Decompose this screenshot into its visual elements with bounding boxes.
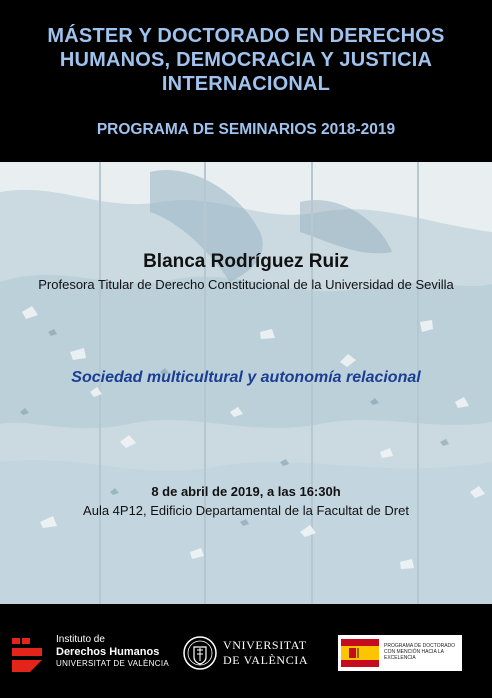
poster-body — [0, 162, 492, 604]
talk-title: Sociedad multicultural y autonomía relacional — [71, 369, 421, 386]
program-title-line-3: INTERNACIONAL — [161, 73, 331, 95]
idh-line-2: Derechos Humanos — [56, 646, 160, 658]
event-venue: Aula 4P12, Edificio Departamental de la Facultat de Dret — [83, 503, 409, 518]
program-title-line-1: MÁSTER Y DOCTORADO EN DERECHOS — [47, 25, 445, 47]
university-name — [223, 638, 308, 668]
university-name-line-1: VNIVERSITAT — [223, 638, 307, 652]
poster-header — [0, 0, 492, 162]
idh-logo-text — [56, 634, 169, 670]
idh-red-mark-icon — [12, 636, 52, 672]
program-title — [20, 24, 472, 96]
speaker-role: Profesora Titular de Derecho Constitucional de la Universidad de Sevilla — [38, 277, 454, 292]
university-seal-icon — [183, 636, 217, 670]
idh-line-1: Instituto de — [56, 634, 105, 645]
idh-line-3: UNIVERSITAT DE VALÈNCIA — [56, 659, 169, 668]
university-name-line-2: DE VALÈNCIA — [223, 653, 309, 667]
university-valencia-logo — [183, 634, 313, 674]
event-date: 8 de abril de 2019, a las 16:30h — [151, 484, 341, 499]
poster-footer — [0, 604, 492, 698]
program-title-line-2: HUMANOS, DEMOCRACIA Y JUSTICIA — [59, 49, 433, 71]
speaker-name: Blanca Rodríguez Ruiz — [143, 251, 349, 272]
idh-logo — [12, 634, 172, 674]
doctorate-program-text: PROGRAMA DE DOCTORADO CON MENCIÓN HACIA LA EXCELENCIA — [384, 643, 456, 661]
spain-coat-of-arms-icon — [341, 639, 379, 667]
seminar-program-subtitle: PROGRAMA DE SEMINARIOS 2018-2019 — [96, 121, 396, 138]
doctorate-excellence-logo — [338, 635, 462, 671]
